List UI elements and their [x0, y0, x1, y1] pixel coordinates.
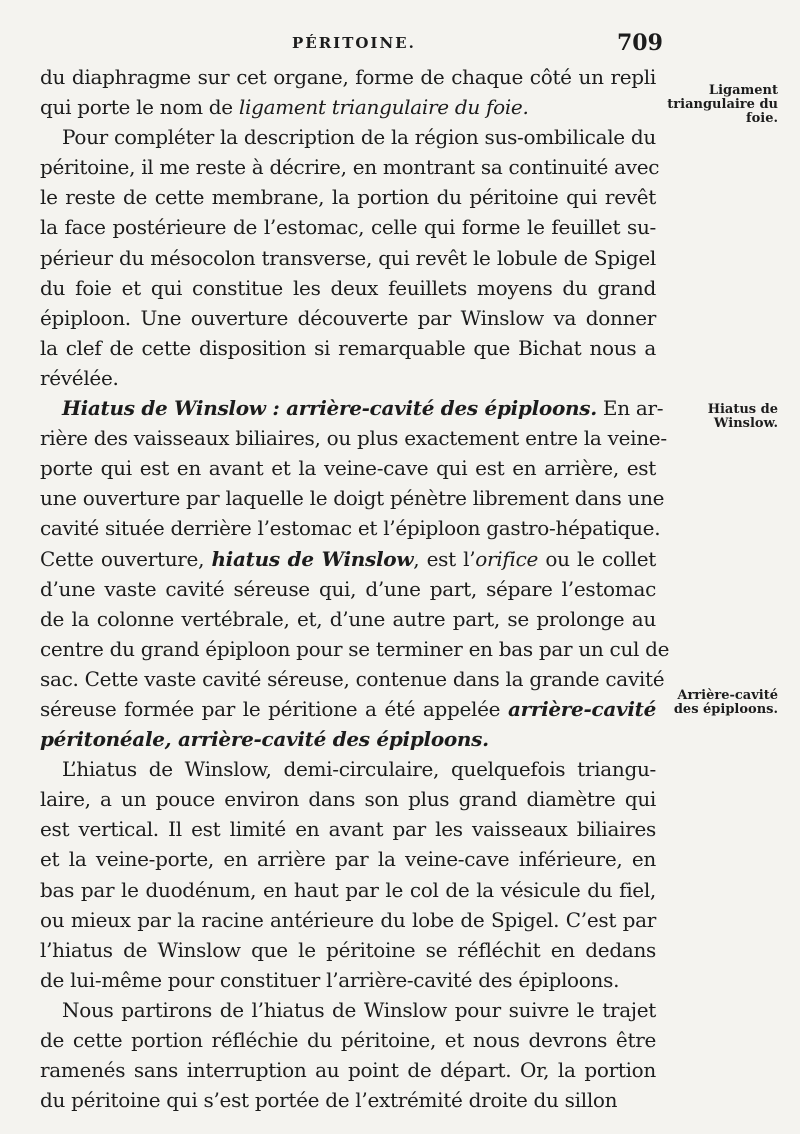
- running-header: PÉRITOINE.: [292, 34, 416, 52]
- text-segment: la face postérieure de l’estomac, celle qui forme le feuillet su-: [40, 215, 656, 240]
- text-line: [40, 724, 656, 754]
- margin-note-arriere-cavite: [648, 689, 778, 717]
- margin-note-line: foie.: [746, 111, 778, 126]
- text-segment: Cette ouverture,: [40, 546, 212, 571]
- text-segment: laire, a un pouce environ dans son plus grand diamètre qui: [40, 787, 656, 812]
- text-line: [40, 453, 656, 483]
- text-line: [40, 784, 656, 814]
- text-segment: périeur du mésocolon transverse, qui revêt le lobule de Spigel: [40, 245, 656, 270]
- text-line: [40, 935, 656, 965]
- text-segment: ligament triangulaire du foie.: [238, 95, 529, 120]
- text-line: [40, 814, 656, 844]
- text-line: [40, 333, 656, 363]
- margin-note-line: Hiatus de: [707, 402, 778, 417]
- text-line: [40, 513, 661, 543]
- text-segment: ramenés sans interruption au point de départ. Or, la portion: [40, 1058, 656, 1083]
- text-line: [40, 423, 667, 453]
- text-segment: du péritoine qui s’est portée de l’extrémité droite du sillon: [40, 1088, 618, 1113]
- page-number: 709: [617, 30, 663, 56]
- margin-note-line: triangulaire du: [667, 97, 778, 112]
- text-line: [40, 544, 656, 574]
- text-segment: une ouverture par laquelle le doigt pénètre librement dans une: [40, 486, 665, 511]
- text-segment: d’une vaste cavité séreuse qui, d’une part, sépare l’estomac: [40, 576, 656, 601]
- text-segment: est vertical. Il est limité en avant par les vaisseaux biliaires: [40, 817, 656, 842]
- text-line: [40, 664, 665, 694]
- text-segment: séreuse formée par le péritione a été appelée: [40, 696, 508, 721]
- text-segment: Nous partirons de l’hiatus de Winslow pour suivre le trajet: [62, 997, 656, 1022]
- text-line: [40, 965, 656, 995]
- text-line: [40, 1055, 656, 1085]
- margin-note-line: Winslow.: [713, 416, 778, 431]
- text-segment: qui porte le nom de: [40, 95, 239, 120]
- text-segment: porte qui est en avant et la veine-cave qui est en arrière, est: [40, 456, 656, 481]
- text-segment: le reste de cette membrane, la portion du péritoine qui revêt: [40, 185, 656, 210]
- text-segment: et la veine-porte, en arrière par la veine-cave inférieure, en: [40, 847, 656, 872]
- margin-note-hiatus: [648, 403, 778, 431]
- text-line: [40, 905, 656, 935]
- text-segment: ou le collet: [538, 546, 656, 571]
- text-line: [40, 483, 665, 513]
- text-segment: orifice: [475, 546, 539, 571]
- margin-note-line: Ligament: [708, 83, 778, 98]
- text-line: [40, 574, 656, 604]
- text-line: [40, 694, 656, 724]
- text-segment: péritonéale, arrière-cavité des épiploons.: [40, 727, 489, 752]
- text-segment: de la colonne vertébrale, et, d’une autre part, se prolonge au: [40, 606, 656, 631]
- text-segment: Pour compléter la description de la région sus-ombilicale du: [62, 125, 656, 150]
- text-line: [40, 634, 670, 664]
- text-line: [40, 995, 656, 1025]
- text-line: [40, 393, 664, 423]
- text-segment: rière des vaisseaux biliaires, ou plus exactement entre la veine-: [40, 426, 667, 451]
- text-line: [40, 182, 656, 212]
- text-segment: hiatus de Winslow: [211, 546, 414, 571]
- text-line: [40, 243, 656, 273]
- text-line: [40, 604, 656, 634]
- text-segment: , est l’: [413, 546, 476, 571]
- body-text: [40, 62, 670, 1115]
- text-segment: épiploon. Une ouverture découverte par Winslow va donner: [40, 305, 656, 330]
- text-segment: du diaphragme sur cet organe, forme de chaque côté un repli: [40, 65, 656, 89]
- text-line: [40, 844, 656, 874]
- text-segment: de cette portion réfléchie du péritoine, et nous devrons être: [40, 1028, 656, 1052]
- margin-note-ligament: [648, 84, 778, 126]
- text-line: [40, 62, 656, 92]
- text-line: [40, 122, 656, 152]
- text-line: [40, 212, 656, 242]
- text-segment: En ar-: [596, 396, 664, 421]
- margin-note-line: des épiploons.: [673, 702, 778, 717]
- text-segment: cavité située derrière l’estomac et l’épiploon gastro-hépatique.: [40, 516, 661, 541]
- text-segment: centre du grand épiploon pour se terminer en bas par un cul de: [40, 636, 670, 661]
- text-segment: révélée.: [40, 365, 119, 390]
- text-line: [40, 363, 656, 393]
- text-segment: la clef de cette disposition si remarquable que Bichat nous a: [40, 335, 656, 360]
- text-line: [40, 303, 656, 333]
- text-segment: arrière-cavité: [507, 696, 656, 721]
- text-segment: de lui-même pour constituer l’arrière-cavité des épiploons.: [40, 967, 620, 992]
- text-segment: l’hiatus de Winslow que le péritoine se réfléchit en dedans: [40, 937, 656, 962]
- text-segment: du foie et qui constitue les deux feuillets moyens du grand: [40, 275, 656, 300]
- text-line: [40, 1025, 656, 1055]
- text-line: [40, 273, 656, 303]
- margin-note-line: Arrière-cavité: [677, 688, 778, 703]
- text-segment: sac. Cette vaste cavité séreuse, contenue dans la grande cavité: [40, 666, 665, 691]
- text-segment: bas par le duodénum, en haut par le col de la vésicule du fiel,: [40, 877, 656, 902]
- text-segment: ou mieux par la racine antérieure du lobe de Spigel. C’est par: [40, 907, 656, 932]
- text-line: [40, 92, 656, 122]
- text-line: [40, 1085, 656, 1115]
- text-segment: Hiatus de Winslow : arrière-cavité des épiploons.: [62, 396, 597, 421]
- text-line: [40, 875, 656, 905]
- text-segment: péritoine, il me reste à décrire, en montrant sa continuité avec: [40, 155, 660, 180]
- text-segment: L’hiatus de Winslow, demi-circulaire, quelquefois triangu-: [62, 757, 656, 782]
- text-line: [40, 754, 656, 784]
- text-line: [40, 152, 660, 182]
